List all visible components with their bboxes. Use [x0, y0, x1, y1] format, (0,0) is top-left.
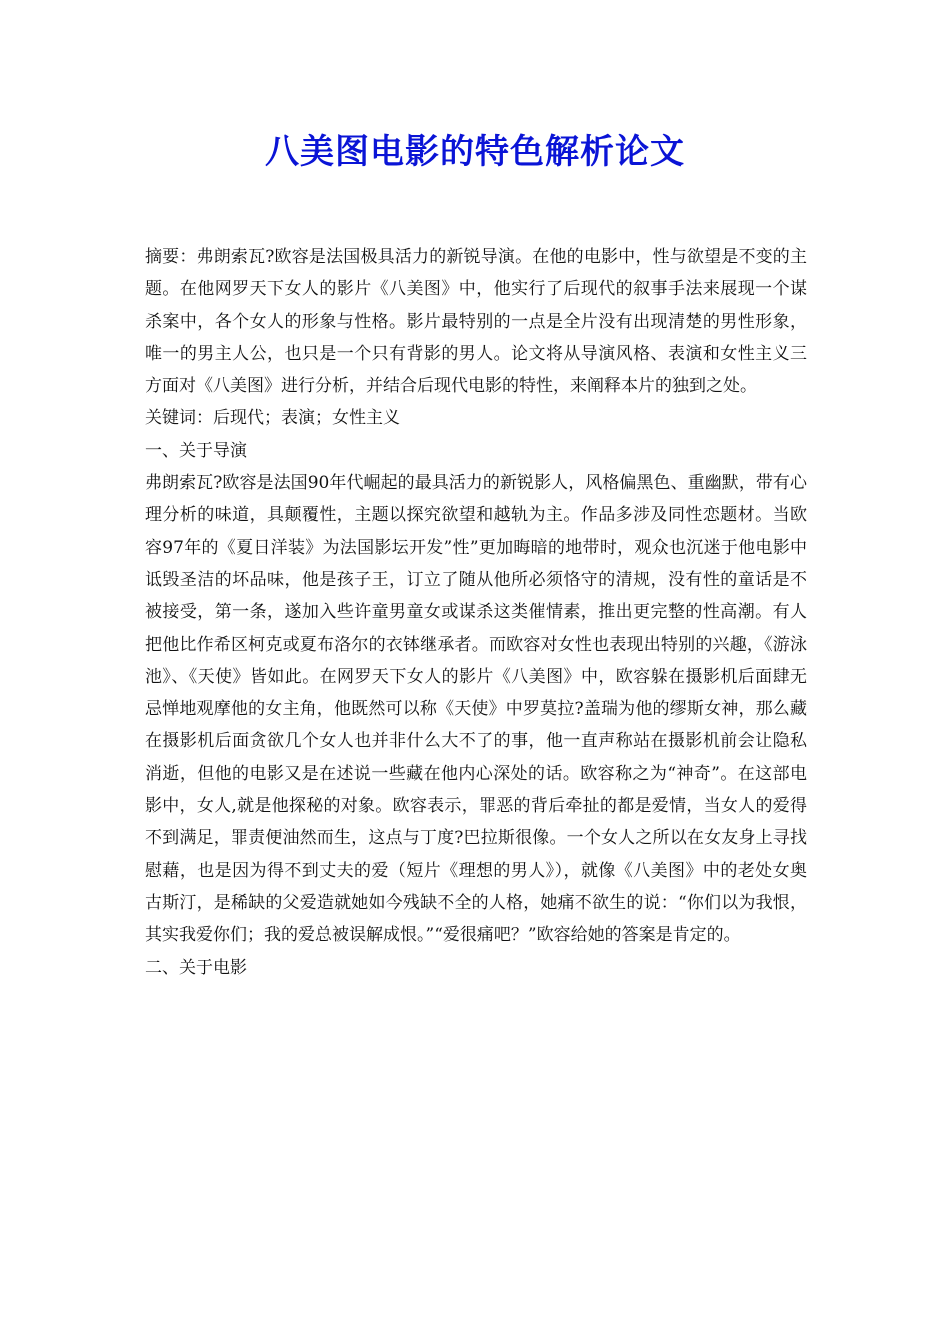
- keywords-line: 关键词：后现代；表演；女性主义: [145, 408, 400, 429]
- section-heading-director: 一、关于导演: [145, 440, 247, 461]
- document-title: 八美图电影的特色解析论文: [265, 132, 685, 172]
- document-body: [145, 241, 807, 984]
- section-director-paragraph: 弗朗索瓦?欧容是法国90年代崛起的最具活力的新锐影人，风格偏黑色、重幽默，带有心理分析的味道，具颠覆性，主题以探究欲望和越轨为主。作品多涉及同性恋题材。当欧容97年的《夏日洋装》为法国影坛开发”性”更加晦暗的地带时，观众也沉迷于他电影中诋毁圣洁的坏品味，他是孩子王，订立了随从他所必须恪守的清规，没有性的童话是不被接受，第一条，遂加入些许童男童女或谋杀这类催情素，推出更完整的性高潮。有人把他比作希区柯克或夏布洛尔的衣钵继承者。而欧容对女性也表现出特别的兴趣，《游泳池》、《天使》皆如此。在网罗天下女人的影片《八美图》中，欧容躲在摄影机后面肆无忌惮地观摩他的女主角，他既然可以称《天使》中罗莫拉?盖瑞为他的缪斯女神，那么藏在摄影机后面贪欲几个女人也并非什么大不了的事，他一直声称站在摄影机前会让隐私消逝，但他的电影又是在述说一些藏在他内心深处的话。欧容称之为“神奇”。在这部电影中，女人,就是他探秘的对象。欧容表示，罪恶的背后牵扯的都是爱情，当女人的爱得不到满足，罪责便油然而生，这点与丁度?巴拉斯很像。一个女人之所以在女友身上寻找慰藉，也是因为得不到丈夫的爱（短片《理想的男人》），就像《八美图》中的老处女奥古斯汀，是稀缺的父爱造就她如今残缺不全的人格，她痛不欲生的说：“你们以为我恨，其实我爱你们；我的爱总被误解成恨。”“爱很痛吧？”欧容给她的答案是肯定的。: [145, 473, 807, 946]
- abstract-paragraph: 摘要：弗朗索瓦?欧容是法国极具活力的新锐导演。在他的电影中，性与欲望是不变的主题。在他网罗天下女人的影片《八美图》中，他实行了后现代的叙事手法来展现一个谋杀案中，各个女人的形象与性格。影片最特别的一点是全片没有出现清楚的男性形象，唯一的男主人公，也只是一个只有背影的男人。论文将从导演风格、表演和女性主义三方面对《八美图》进行分析，并结合后现代电影的特性，来阐释本片的独到之处。: [145, 247, 807, 397]
- section-heading-film: 二、关于电影: [145, 957, 247, 978]
